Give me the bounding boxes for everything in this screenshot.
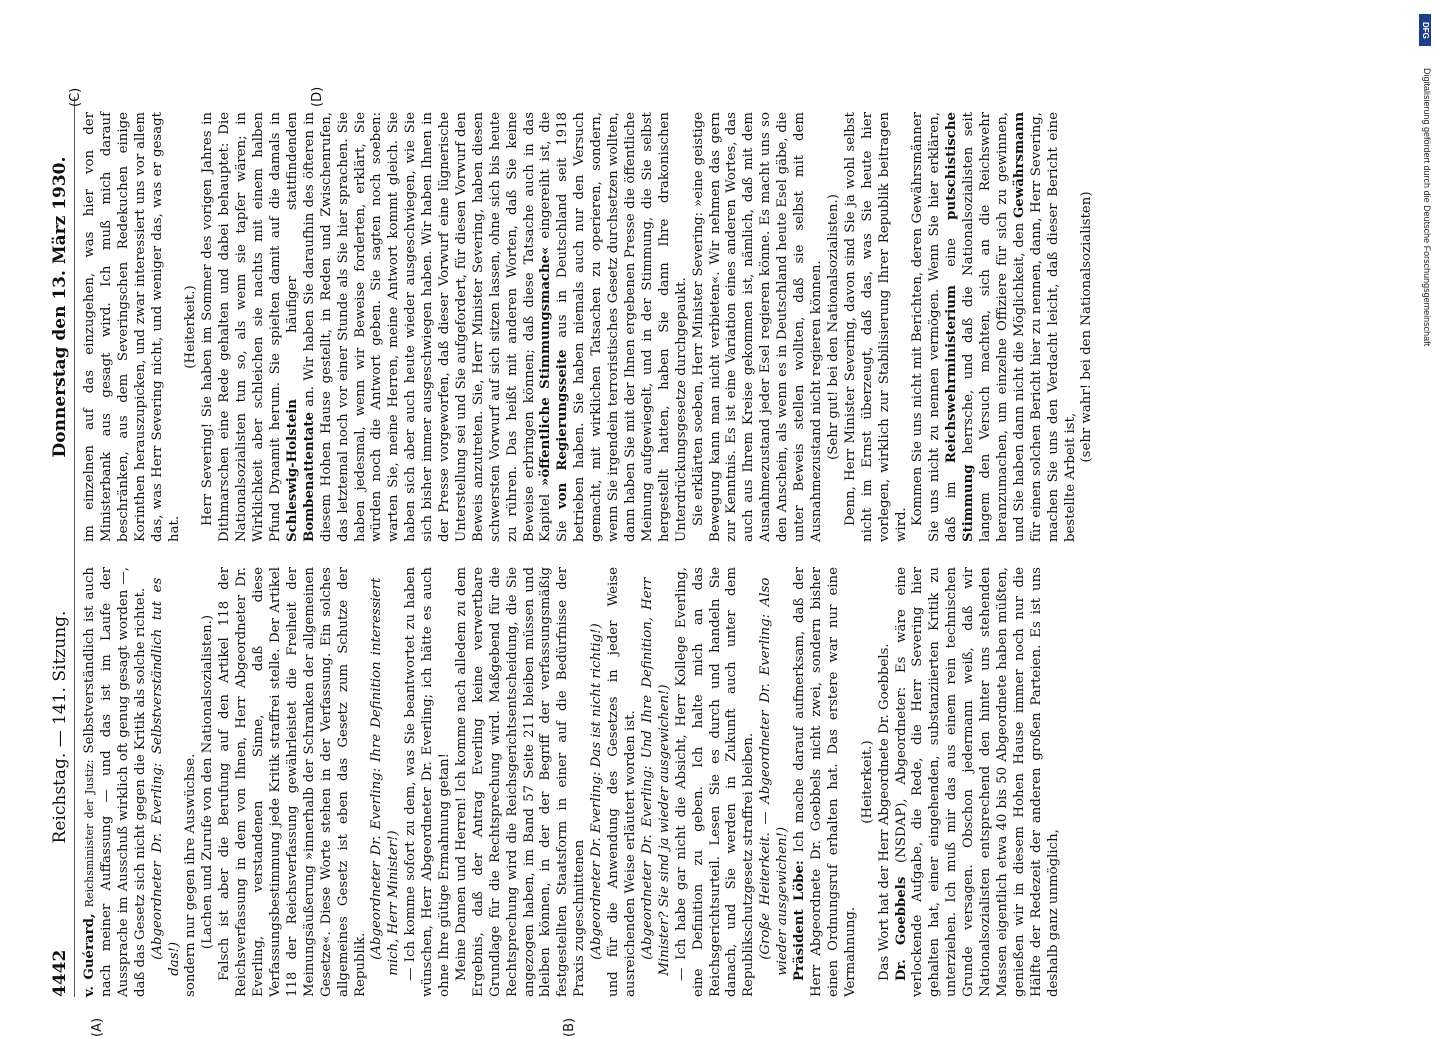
paragraph-text: eingereiht ist, die Sie bbox=[538, 111, 571, 542]
credit-text: Digitalisierung gefördert durch die Deutsche Forschungsgemeinschaft bbox=[1422, 68, 1432, 347]
paragraph bbox=[200, 112, 690, 542]
emphasis: Reichswehrministerium bbox=[944, 285, 960, 464]
margin-marker-d: (D) bbox=[310, 86, 325, 107]
emphasis: Gewährsmann bbox=[1011, 111, 1027, 219]
speaker-name: Präsident Löbe: bbox=[792, 860, 808, 982]
interjection: (Sehr gut! bei den Nationalsozialisten.) bbox=[825, 194, 841, 460]
paragraph-text: für einen solchen Bericht hier zu nennen, dann, Herr Severing, machen Sie uns den Verdacht leicht, daß dieser Bericht eine bestellte Arbeit ist, bbox=[1028, 112, 1078, 542]
header-rule bbox=[74, 97, 75, 997]
speaker-name: v. Guérard, bbox=[82, 913, 97, 997]
emphasis: »öffentliche Stimmungsmache« bbox=[538, 246, 554, 486]
paragraph: Denn, Herr Minister Severing, davon sind Sie ja wohl selbst nicht im Ernst überzeugt, daß das, was Sie heute hier vorlegen, wirklich zur Stabilisierung Ihrer Republik beitragen wird. bbox=[842, 112, 909, 542]
emphasis: Bombenattentate bbox=[301, 412, 317, 542]
emphasis: putschistische Stimmung bbox=[944, 112, 977, 542]
paragraph: und für die Anwendung des Gesetzes in jeder Weise ausreichenden Weise erläutert worden ist. bbox=[606, 567, 638, 997]
interjection: (Abgeordneter Dr. Everling: Ihre Definition interessiert mich, Herr Minister!) bbox=[369, 577, 402, 976]
rotated-page bbox=[50, 86, 1390, 1037]
interjection: (Abgeordneter Dr. Everling: Selbstverständlich tut es das!) bbox=[149, 577, 182, 976]
paragraph: Das Wort hat der Herr Abgeordnete Dr. Goebbels. bbox=[876, 643, 892, 982]
paragraph: im einzelnen auf das einzugehen, was hier von der Ministerbank aus gesagt wird. Ich muß mich darauf beschränken, aus dem Severingschen Redekuchen einige Korinthen herauszupicken, und zwar interessiert uns vor allem das, was Herr Severing nicht, und weniger das, was er gesagt hat. bbox=[82, 112, 182, 542]
paragraph: Meine Damen und Herren! Ich komme nach alledem zu dem Ergebnis, daß der Antrag Everling keine verwertbare Grundlage für die Rechtsprechung wird. Maßgebend für die Rechtsprechung wird die Reichsgerichtsentscheidung, die Sie angezogen haben, im Band 57 Seite 211 bleiben müssen und bleiben können, in der der Begriff der verfassungsmäßig festgestellten Staatsform in einer auf die Bedürfnisse der Praxis zugeschnittenen bbox=[453, 567, 588, 997]
speaker-name: Dr. Goebbels bbox=[893, 876, 909, 982]
header-right-title: Donnerstag den 13. März 1930. bbox=[50, 156, 70, 458]
paragraph bbox=[910, 112, 1079, 542]
page-number: 4442 bbox=[50, 949, 70, 997]
paragraph-text: Herr Severing! Sie haben im Sommer des vorigen Jahres in Dithmarschen eine Rede gehalten und dabei behauptet: Die Nationalsozialisten tun so, als wenn sie tapfer wären; in Wirklichkeit aber schleichen sie nachts mit einem halben Pfund Dynamit herum. Sie spielten damit auf die damals in bbox=[200, 112, 283, 542]
interjection: (Lachen und Zurufe von den Nationalsozialisten.) bbox=[200, 614, 216, 950]
paragraph: Falsch ist aber die Berufung auf den Artikel 118 der Reichsverfassung in dem von Ihnen, Herr Abgeordneter Dr. Everling, verstandenen Sinne, daß diese Verfassungsbestimmung jede Kritik straffrei stelle. Der Artikel 118 der Reichsverfassung gewährleistet die Freiheit der Meinungsäußerung »innerhalb der Schranken der allgemeinen Gesetze«. Diese Worte stehen in der Verfassung. Ein solches allgemeines Gesetz ist eben das Gesetz zum Schutze der Republik. bbox=[217, 567, 368, 997]
paragraph-text: häufiger stattfindenden bbox=[284, 112, 300, 333]
digitization-credit bbox=[1420, 8, 1432, 998]
paragraph-text: Es wäre eine verlockende Aufgabe, die Rede, die Herr Severing hier gehalten hat, einer eingehenden, substanziierten Kritik zu unterziehen. Ich muß mir das aus einem rein technischen Grunde versagen. Obschon jedermann weiß, daß wir Nationalsozialisten entsprechend den hinter uns stehenden Massen eigentlich etwa 40 bis 50 Abgeordnete haben müßten, genießen wir in diesem Hohen Hause immer noch nur die Hälfte der Redezeit der anderen großen Parteien. Es ist uns deshalb ganz unmöglich, bbox=[893, 567, 1061, 997]
dfg-logo: DFG bbox=[1419, 14, 1431, 46]
interjection: (Heiterkeit.) bbox=[859, 740, 875, 824]
paragraph: — Ich komme sofort zu dem, was Sie beantwortet zu haben wünschen, Herr Abgeordneter Dr. Everling; ich hätte es auch ohne Ihre gütige Ermahnung getan! bbox=[403, 567, 453, 997]
paragraph bbox=[82, 567, 150, 997]
paragraph: — Ich habe gar nicht die Absicht, Herr Kollege Everling, eine Definition zu geben. Ich halte mich an das Reichsgerichtsurteil. Lesen Sie es durch und handeln Sie danach, und Sie werden in Zukunft auch unter dem Republikschutzgesetz straffrei bleiben. bbox=[673, 567, 757, 997]
interjection: (Abgeordneter Dr. Everling: Das ist nicht richtig!) bbox=[589, 623, 605, 960]
interjection: (sehr wahr! bei den Nationalsozialisten) bbox=[1079, 191, 1095, 463]
paragraph bbox=[894, 567, 1063, 997]
left-column bbox=[82, 567, 1063, 997]
running-header bbox=[50, 97, 72, 997]
emphasis: Schleswig-Holstein bbox=[284, 399, 300, 542]
paragraph-text: eine bbox=[944, 238, 960, 267]
paragraph-text: Ich mache darauf aufmerksam, daß der Herr Abgeordnete Dr. Goebbels nicht zwei, sondern bisher einen Ordnungsruf erhalten hat. Das erstere war nur eine Vermahnung. bbox=[792, 567, 858, 997]
header-left-title: Reichstag. — 141. Sitzung. bbox=[50, 610, 70, 844]
paragraph-text: aus in Deutschland seit 1918 betrieben haben. Sie haben niemals auch nur den Versuch gemacht, mit wirklichen Tatsachen zu operieren, sondern, wenn Sie irgendein terroristisches Gesetz durchsetzen wollten, dann haben Sie mit der Ihnen ergebenen Presse die öffentliche Meinung aufgewiegelt, und in der Stimmung, die Sie selbst hergestellt hatten, haben Sie dann Ihre drakonischen Unterdrückungsgesetze durchgepaukt. bbox=[555, 112, 689, 542]
paragraph-text: herrsche, und daß die Nationalsozialisten seit langem den Versuch machten, sich an die Reichswehr heranzumachen, um einzelne Offiziere für sich zu gewinnen, und Sie haben dann nicht die Möglichkeit, den bbox=[961, 112, 1027, 542]
interjection: (Heiterkeit.) bbox=[183, 285, 199, 369]
right-column bbox=[82, 112, 1096, 542]
margin-marker-a: (A) bbox=[90, 1017, 105, 1037]
paragraph-text: Selbstverständlich ist auch nach meiner Auffassung — und das ist im Laufe der Aussprache im Ausschuß wirklich oft genug gesagt worden —, daß das Gesetz sich nicht gegen die Kritik als solche richtet. bbox=[82, 567, 148, 997]
paragraph bbox=[792, 567, 860, 997]
emphasis: von Regierungsseite bbox=[555, 349, 571, 510]
interjection: (Abgeordneter Dr. Everling: Und Ihre Definition, Herr Minister? Sie sind ja wieder ausgewichen!) bbox=[639, 577, 672, 976]
speaker-party: (NSDAP), Abgeordneter: bbox=[893, 686, 909, 863]
margin-marker-c: (C) bbox=[68, 87, 83, 107]
paragraph: Sie erklärten soeben, Herr Minister Severing: »eine geistige Bewegung kann man nicht verbieten«. Wir nehmen das gern zur Kenntnis. Es ist eine Variation eines anderen Wortes, das auch aus Ihrem Kreise gekommen ist, nämlich, daß mit dem Ausnahmezustand jeder Esel regieren könne. Es macht uns so den Anschein, als wenn es in Deutschland heute Esel gäbe, die unter Beweis stellen wollten, daß sie selbst mit dem Ausnahmezustand nicht regieren können. bbox=[690, 112, 824, 542]
speaker-role: Reichsminister der Justiz: bbox=[83, 759, 96, 908]
interjection: (Große Heiterkeit. — Abgeordneter Dr. Everling: Also wieder ausgewichen!) bbox=[758, 577, 791, 976]
paragraph: sondern nur gegen ihre Auswüchse. bbox=[183, 753, 199, 997]
margin-marker-b: (B) bbox=[562, 1017, 577, 1037]
paragraph-text: an. Wir haben Sie daraufhin des öfteren in diesem Hohen Hause gestellt, in Reden und Zwischenrufen, das letztemal noch vor einer Stunde als Sie hier sprachen. Sie haben jedesmal, wenn wir Beweise forderten, erklärt, Sie würden noch die Antwort geben. Sie sagten noch soeben: warten Sie, meine Herren, meine Antwort kommt gleich. Sie haben sich aber auch heute wieder ausgeschwiegen, wie Sie sich bisher immer ausgeschwiegen haben. Wir haben Ihnen in der Presse vorgeworfen, daß dieser Vorwurf eine lügnerische Unterstellung sei und Sie aufgefordert, für diesen Vorwurf den Beweis anzutreten. Sie, Herr Minister Severing, haben diesen schwersten Vorwurf auf sich sitzen lassen, ohne sich bis heute zu rühren. Das heißt mit anderen Worten, daß Sie keine Beweise erbringen können; daß diese Tatsache auch in das Kapitel bbox=[301, 112, 554, 542]
paragraph-text: Kommen Sie uns nicht mit Berichten, deren Gewährsmänner Sie uns nicht zu nennen vermögen. Wenn Sie hier erklären, daß im bbox=[910, 112, 960, 542]
